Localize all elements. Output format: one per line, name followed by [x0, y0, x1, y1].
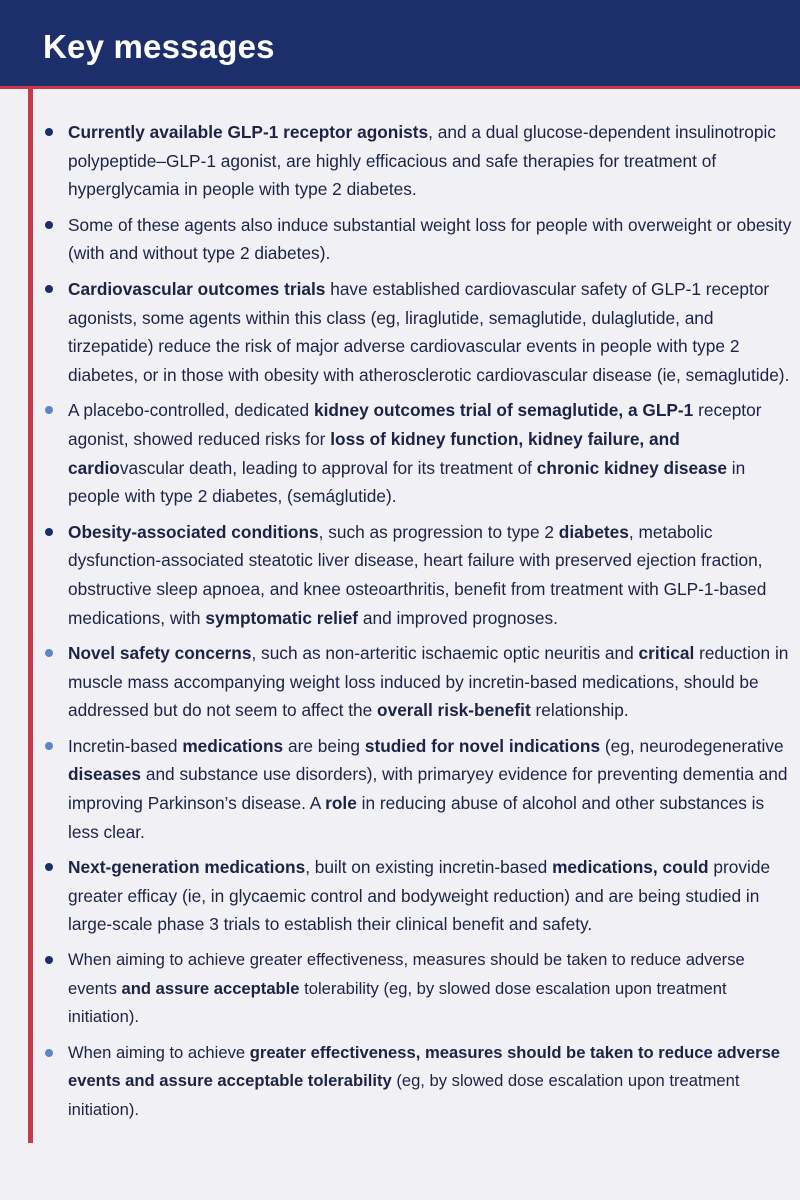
header-bar: [0, 0, 800, 86]
text-segment: receptor agonist, showed reduced risks for: [68, 400, 762, 449]
list-item-text: [68, 1039, 792, 1125]
text-segment: are being: [283, 735, 365, 756]
list-item: [42, 639, 792, 725]
bullet-icon: [45, 128, 53, 136]
list-item: [42, 853, 792, 939]
text-segment: diseases: [68, 764, 142, 785]
text-segment: greater effectiveness, measures should be taken to reduce: [249, 1042, 713, 1062]
list-item: [42, 118, 792, 204]
text-segment: (eg, neurodegenerative: [600, 735, 784, 756]
text-segment: loss of kidney function, kidney failure, and cardio: [68, 428, 680, 478]
text-segment: , built on existing incretin-based: [305, 857, 553, 878]
list-item: [42, 518, 792, 632]
text-segment: in people with type 2 diabetes, (semáglutide).: [68, 457, 746, 507]
bullet-icon: [45, 649, 53, 657]
text-segment: kidney outcomes trial of semaglutide, a GLP-1: [313, 400, 694, 421]
list-item: [42, 946, 792, 1032]
list-item-text: [68, 946, 792, 1032]
text-segment: reduction in muscle mass accompanying weight loss induced by incretin-based medications, should be addressed but do not seem to affect the: [68, 643, 789, 721]
text-segment: vascular death, leading to approval for its treatment of: [119, 457, 537, 478]
text-segment: (eg, by slowed dose escalation upon treatment initiation).: [68, 1071, 740, 1119]
text-segment: relationship.: [530, 700, 629, 721]
list-item-text: [68, 396, 792, 510]
text-segment: When aiming to achieve: [68, 1042, 250, 1062]
list-item: [42, 732, 792, 846]
text-segment: tolerability (eg, by slowed dose escalation upon treatment initiation).: [68, 978, 727, 1027]
list-item: [42, 275, 792, 389]
key-messages-list: [42, 118, 792, 1132]
accent-bar: [28, 89, 33, 1143]
text-segment: Cardiovascular outcomes trials: [68, 278, 326, 299]
text-segment: Some of these agents also induce substantial weight loss for people with overweight or obesity (with and without type 2 diabetes).: [68, 214, 792, 264]
list-item-text: [68, 518, 792, 632]
text-segment: and assure acceptable: [121, 978, 300, 998]
list-item: [42, 211, 792, 268]
bullet-icon: [45, 956, 53, 964]
text-segment: chronic kidney disease: [536, 457, 727, 478]
text-segment: provide greater efficay (ie, in glycaemic control and bodyweight reduction) and are being studied in large-scale phase 3 trials to establish their clinical benefit and safety.: [68, 857, 771, 935]
list-item-text: [68, 639, 792, 725]
text-segment: studied for novel indications: [364, 735, 601, 756]
text-segment: A placebo-controlled, dedicated: [68, 400, 314, 421]
text-segment: Next-generation medications: [68, 857, 306, 878]
text-segment: Novel safety concerns: [68, 643, 252, 664]
text-segment: Incretin-based: [68, 735, 183, 756]
bullet-icon: [45, 863, 53, 871]
text-segment: in reducing abuse of alcohol and other substances is less clear.: [68, 793, 765, 842]
list-item: [42, 396, 792, 510]
page-title: Key messages: [43, 28, 275, 65]
text-segment: overall risk-benefit: [377, 700, 531, 721]
list-item-text: [68, 211, 792, 268]
text-segment: have established cardiovascular safety of GLP-1 receptor agonists, some agents within this class (eg, liraglutide, semaglutide, dulaglutide, and tirzepatide) reduce the risk of major adverse cardiovascular events in people with type 2 diabetes, or in those with obesity with atherosclerotic cardiovascular disease (ie, semaglutide).: [68, 278, 790, 385]
text-segment: symptomatic relief: [205, 607, 359, 628]
text-segment: , such as non-arteritic ischaemic optic neuritis and: [251, 643, 639, 664]
text-segment: , metabolic dysfunction-associated steatotic liver disease, heart failure with preserved ejection fraction, obstructive sleep apnoea, and knee osteoarthritis, benefit from treatment with GLP-1-based medications, with: [68, 521, 767, 628]
bullet-icon: [45, 742, 53, 750]
text-segment: critical: [638, 643, 695, 664]
list-item: [42, 1039, 792, 1125]
bullet-icon: [45, 528, 53, 536]
text-segment: and improved prognoses.: [358, 607, 558, 628]
bullet-icon: [45, 1049, 53, 1057]
text-segment: role: [325, 793, 357, 814]
bullet-icon: [45, 406, 53, 414]
list-item-text: [68, 853, 792, 939]
text-segment: When aiming to achieve greater effectiveness, measures should be taken to reduce adverse events: [68, 950, 745, 998]
text-segment: medications: [182, 735, 284, 756]
text-segment: medications, could: [552, 857, 709, 878]
header-divider: [0, 86, 800, 89]
text-segment: Obesity-associated conditions: [68, 521, 319, 542]
text-segment: adverse events and assure acceptable tolerability: [68, 1042, 781, 1091]
list-item-text: [68, 118, 792, 204]
list-item-text: [68, 275, 792, 389]
text-segment: Currently available GLP-1 receptor agonists: [68, 122, 429, 142]
text-segment: and substance use disorders), with primaryey evidence for preventing dementia and improving Parkinson’s disease. A: [68, 764, 788, 814]
text-segment: , such as progression to type 2: [318, 521, 559, 542]
bullet-icon: [45, 285, 53, 293]
text-segment: , and a dual glucose-dependent insulinotropic polypeptide–GLP-1 agonist, are highly efficacious and safe therapies for treatment of hyperglycamia in people with type 2 diabetes.: [68, 122, 776, 200]
text-segment: diabetes: [558, 521, 629, 542]
bullet-icon: [45, 221, 53, 229]
list-item-text: [68, 732, 792, 846]
